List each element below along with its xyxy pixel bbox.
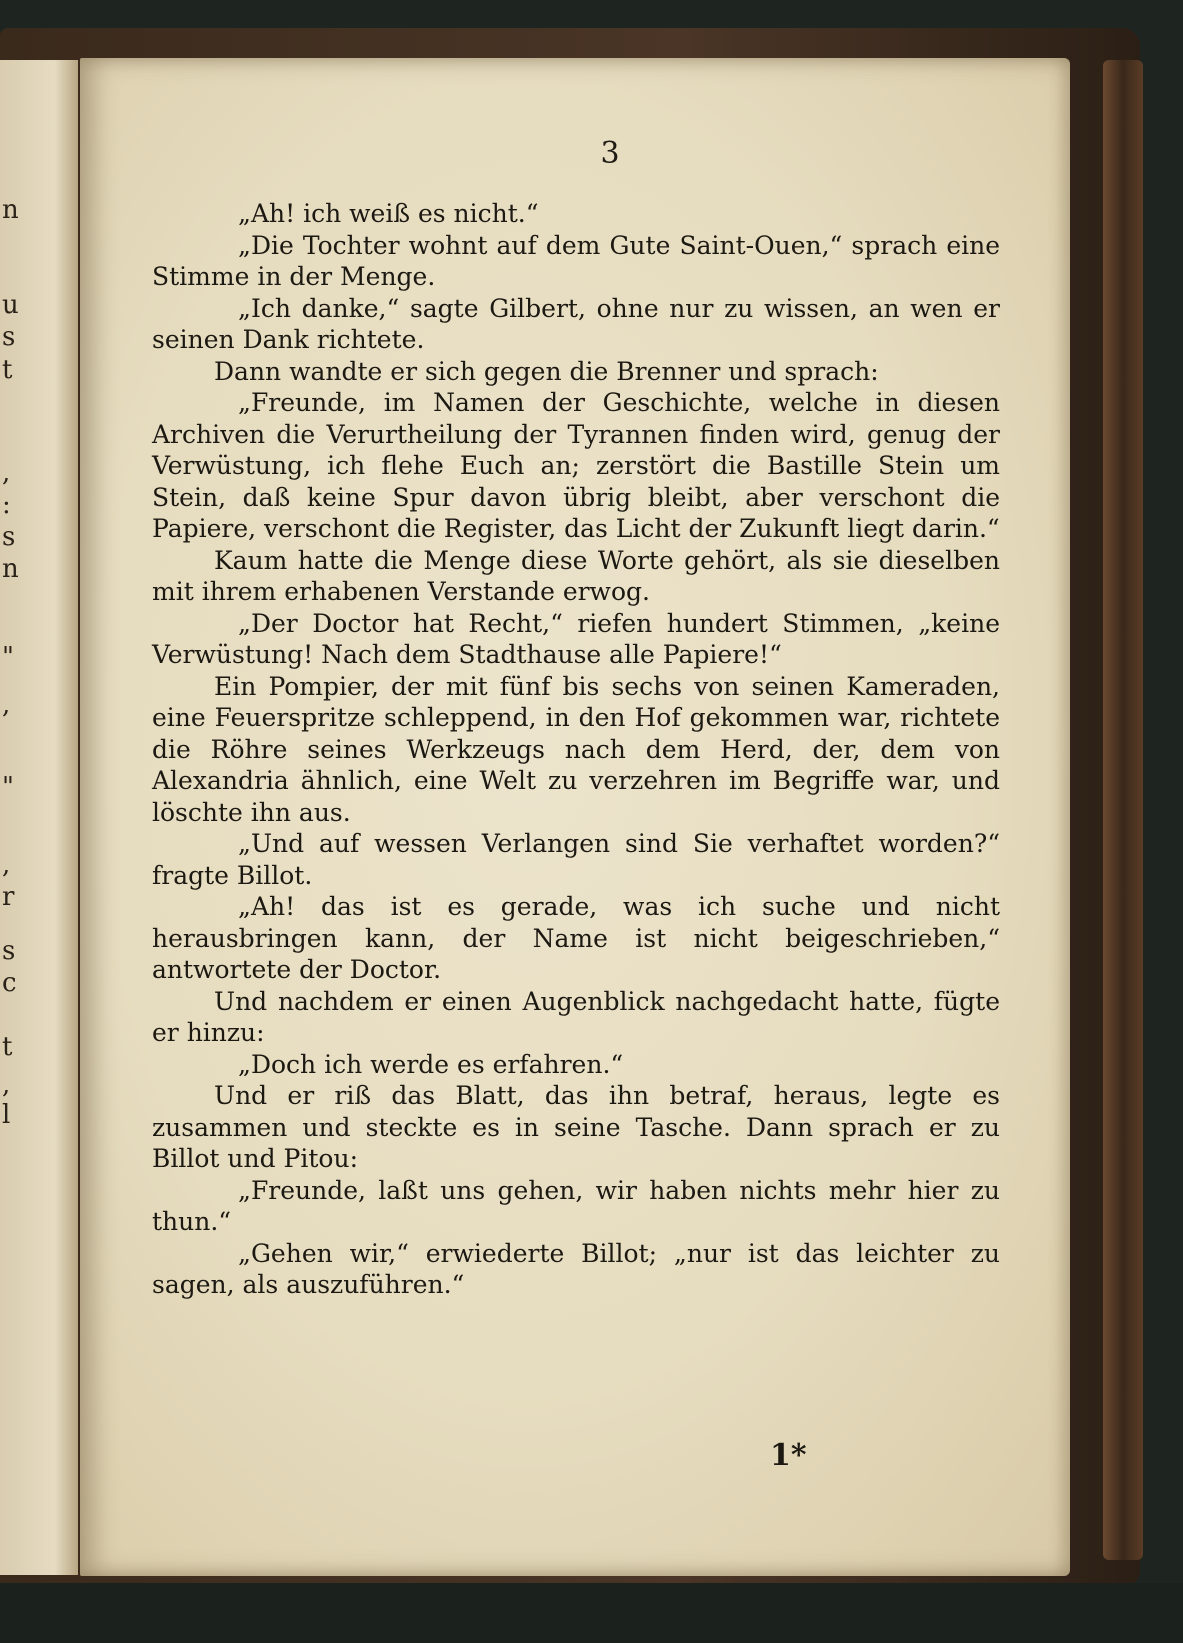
paragraph: „Doch ich werde es erfahren.“ (238, 1049, 624, 1079)
margin-char: s (2, 322, 16, 352)
page-number: 3 (600, 136, 620, 171)
paragraph: „Und auf wessen Verlangen sind Sie verhaftet worden?“ fragte Billot. (152, 829, 1000, 890)
paragraph: „Freunde, laßt uns gehen, wir haben nichts mehr hier zu thun.“ (152, 1175, 1000, 1236)
margin-char: t (2, 1032, 13, 1062)
margin-char: n (2, 554, 19, 584)
paragraph: Dann wandte er sich gegen die Brenner und sprach: (214, 356, 879, 386)
margin-char: " (2, 642, 14, 672)
paragraph: „Ah! das ist es gerade, was ich suche und nicht herausbringen kann, der Name ist nicht beigeschrieben,“ antwortete der Doctor. (152, 892, 1000, 984)
margin-char: c (2, 968, 17, 998)
margin-char: l (2, 1100, 11, 1130)
margin-char: s (2, 936, 16, 966)
signature-mark: 1* (770, 1438, 807, 1473)
left-page-edge (0, 60, 78, 1575)
margin-char: : (2, 490, 11, 520)
paragraph: Und nachdem er einen Augenblick nachgedacht hatte, fügte er hinzu: (152, 986, 1000, 1047)
paragraph: Kaum hatte die Menge diese Worte gehört, als sie dieselben mit ihrem erhabenen Verstande erwog. (152, 545, 1000, 606)
page-text (152, 198, 1000, 1301)
margin-char: , (2, 1070, 11, 1100)
margin-char: r (2, 882, 15, 912)
paragraph: Ein Pompier, der mit fünf bis sechs von seinen Kameraden, eine Feuerspritze schleppend, in den Hof gekommen war, richtete die Röhre seines Werkzeugs nach dem Herd, der, dem von Alexandria ähnlich, eine Welt zu verzehren im Begriffe war, und löschte ihn aus. (152, 671, 1000, 827)
paragraph: „Die Tochter wohnt auf dem Gute Saint-Ouen,“ sprach eine Stimme in der Menge. (152, 230, 1000, 291)
margin-char: , (2, 690, 11, 720)
cover-edge (1103, 60, 1143, 1560)
paragraph: „Freunde, im Namen der Geschichte, welche in diesen Archiven die Verurtheilung der Tyrannen finden wird, genug der Verwüstung, ich flehe Euch an; zerstört die Bastille Stein um Stein, daß keine Spur davon übrig bleibt, aber verschont die Papiere, verschont die Register, das Licht der Zukunft liegt darin.“ (152, 388, 1000, 543)
margin-char: " (2, 772, 14, 802)
margin-char: s (2, 522, 16, 552)
margin-char: n (2, 195, 19, 225)
paragraph: „Ich danke,“ sagte Gilbert, ohne nur zu wissen, an wen er seinen Dank richtete. (152, 293, 1000, 354)
margin-char: , (2, 850, 11, 880)
paragraph: Und er riß das Blatt, das ihn betraf, heraus, legte es zusammen und steckte es in seine Tasche. Dann sprach er zu Billot und Pitou: (152, 1081, 1000, 1173)
margin-char: u (2, 290, 19, 320)
paragraph: „Der Doctor hat Recht,“ riefen hundert Stimmen, „keine Verwüstung! Nach dem Stadthause alle Papiere!“ (152, 608, 1000, 669)
background-strip (0, 1583, 1183, 1643)
margin-char: , (2, 458, 11, 488)
margin-char: t (2, 355, 13, 385)
book-page (80, 58, 1070, 1576)
paragraph: „Ah! ich weiß es nicht.“ (238, 199, 539, 228)
paragraph: „Gehen wir,“ erwiederte Billot; „nur ist das leichter zu sagen, als auszuführen.“ (152, 1238, 1000, 1299)
